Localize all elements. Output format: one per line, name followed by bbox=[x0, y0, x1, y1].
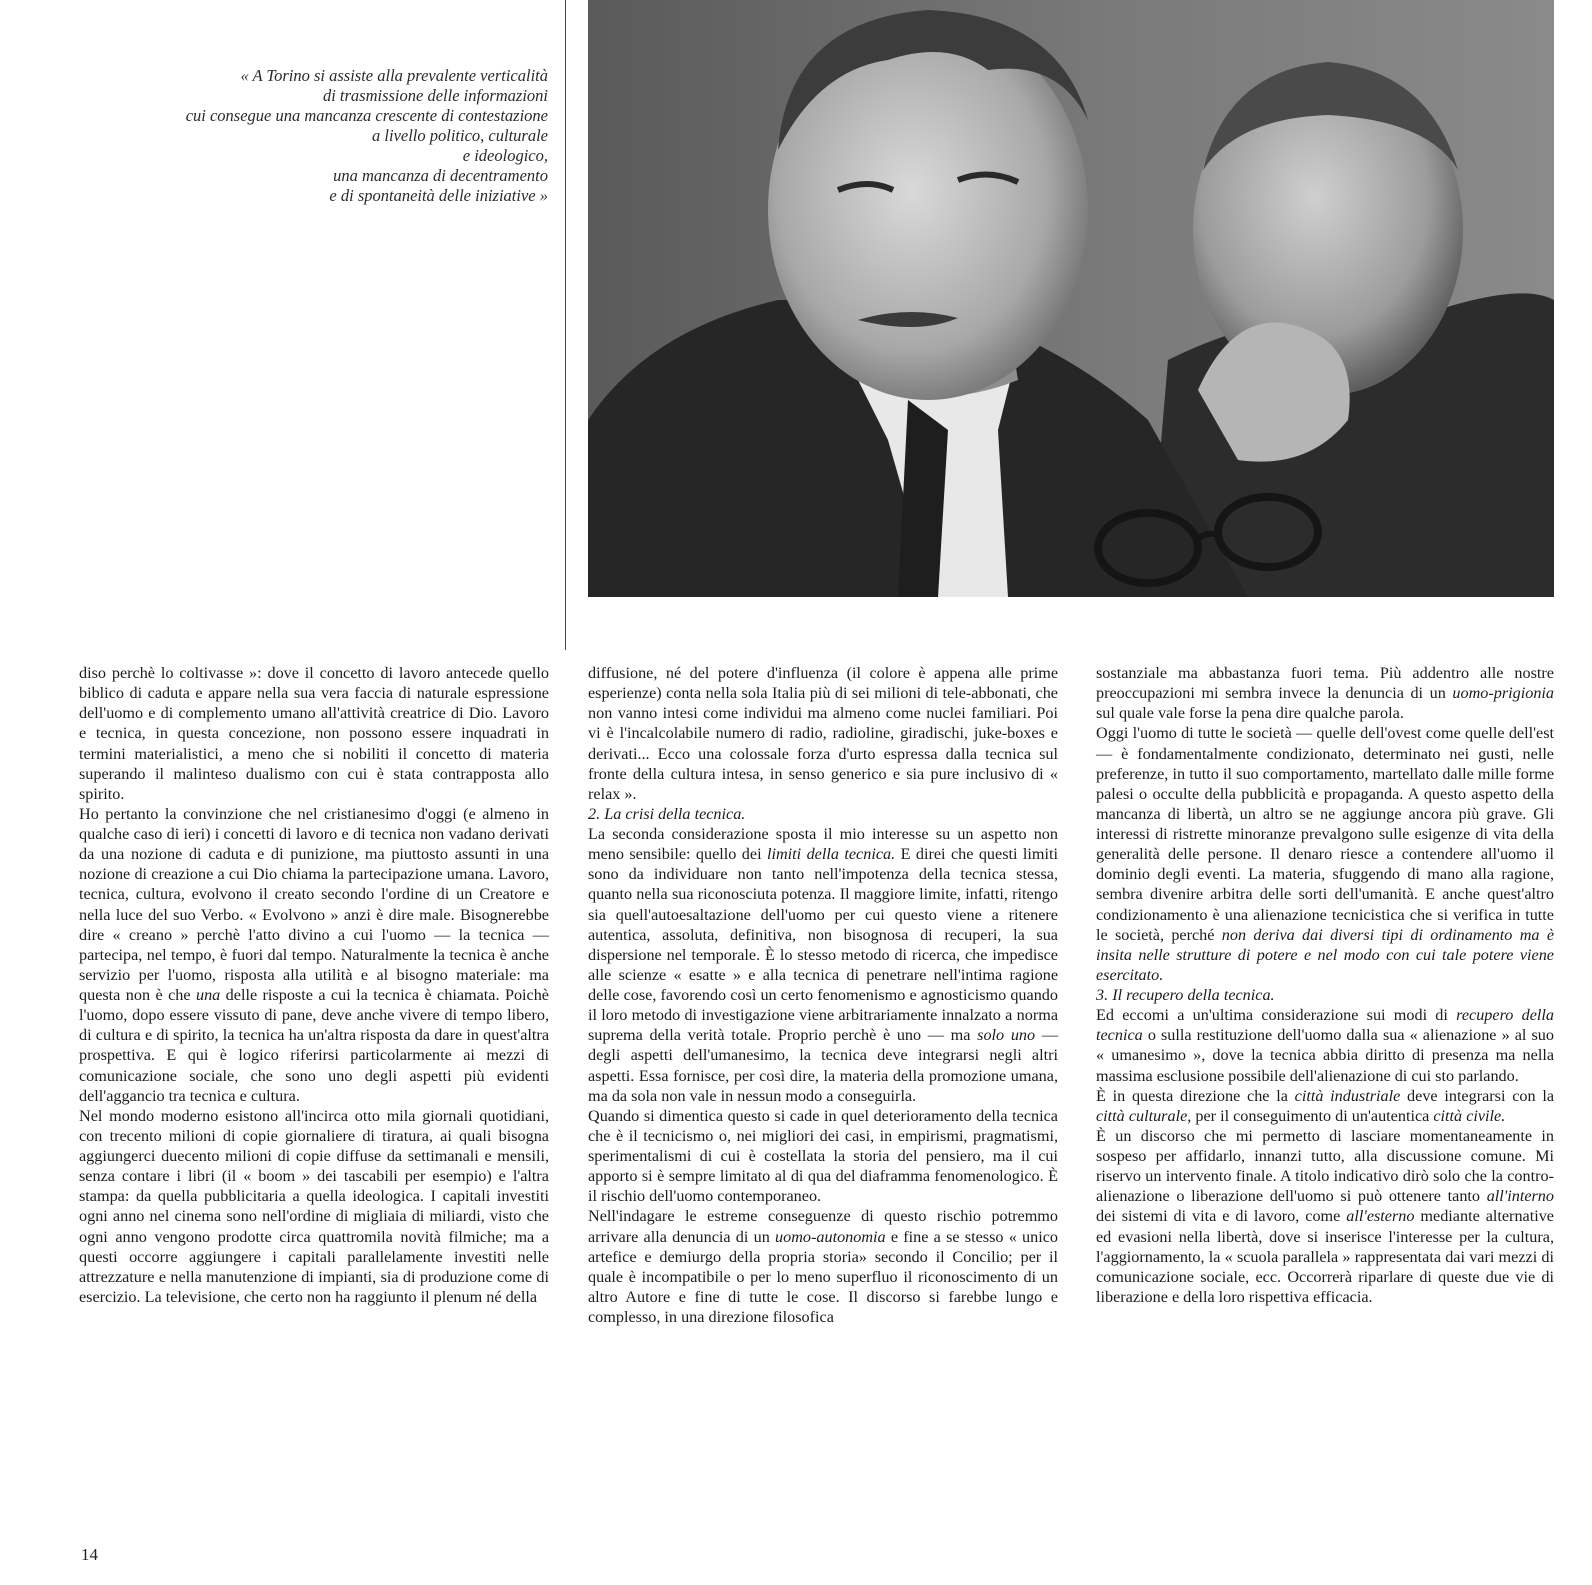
column-rule bbox=[565, 0, 566, 650]
pull-quote-line: e ideologico, bbox=[462, 146, 548, 165]
paragraph bbox=[1096, 663, 1554, 723]
text-run: E direi che questi limiti sono da individuare non tanto nell'impotenza della tecnica stessa, quanto nella sua riconosciuta potenza. Il maggiore limite, infatti, ritengo sia quell'autoesaltazione dell'uomo per cui questo viene a ritenere autentica, assoluta, definitiva, non bisognosa di recuperi, la sua dispersione nel temporale. È lo stesso metodo di ricerca, che impedisce alle scienze « esatte » e alla tecnica di penetrare nell'intima ragione delle cose, favorendo così un certo fenomenismo e agnosticismo quando il loro metodo di investigazione viene arbitrariamente innalzato a norma suprema della verità totale. Proprio perchè è uno — ma bbox=[588, 845, 1058, 1045]
text-column-1 bbox=[79, 663, 549, 1307]
emphasis: all'esterno bbox=[1346, 1207, 1415, 1226]
text-run: delle risposte a cui la tecnica è chiamata. Poichè l'uomo, dopo essere vissuto di pane, deve anche vivere di tempo libero, di cultura e di spirito, la tecnica ha un'altra risposta da dare in quest'altra prospettiva. E qui è logico riferirsi particolarmente ai mezzi di comunicazione sociale, che sono uno degli aspetti più evidenti dell'aggancio tra tecnica e cultura. bbox=[79, 986, 549, 1105]
text-run: Oggi l'uomo di tutte le società — quelle dell'ovest come quelle dell'est — è fondamentalmente condizionato, determinato nei gusti, nelle preferenze, in tutto il suo comportamento, martellato dalle mille forme palesi o occulte della pubblicità e propaganda. A questo aspetto della mancanza di libertà, un altro se ne aggiunge ancora più grave. Gli interessi di ristrette minoranze prevalgono sulle esigenze di vita della generalità delle persone. Il denaro riesce a contendere all'uomo il dominio degli eventi. La materia, sfuggendo di mano alla ragione, sembra divenire arbitra delle sorti dell'umanità. E anche quest'altro condizionamento è una alienazione tecnicistica che si verifica in tutte le società, perché bbox=[1096, 724, 1554, 944]
paragraph bbox=[1096, 723, 1554, 985]
paragraph: Nel mondo moderno esistono all'incirca otto mila giornali quotidiani, con trecento milioni di copie giornaliere di tiratura, ai quali bisogna aggiungerci duecento milioni di copie diffuse da settimanali e mensili, senza contare i libri (il « boom » dei tascabili per esempio) e l'altra stampa: da quella pubblicitaria a quella ideologica. I capitali investiti ogni anno nel cinema sono nell'ordine di migliaia di miliardi, visto che ogni anno vengono prodotte circa quattromila novità filmiche; ma a questi occorre aggiungere i capitali parallelamente investiti nelle attrezzature e nella manutenzione di impianti, sia di produzione come di esercizio. La televisione, che certo non ha raggiunto il plenum né della bbox=[79, 1106, 549, 1306]
emphasis: uomo-prigionia bbox=[1452, 684, 1554, 703]
paragraph bbox=[1096, 1086, 1554, 1126]
text-run: sostanziale ma abbastanza fuori tema. Più addentro alle nostre preoccupazioni mi sembra invece la denuncia di un bbox=[1096, 664, 1554, 703]
paragraph bbox=[588, 824, 1058, 1106]
pull-quote-line: e di spontaneità delle iniziative » bbox=[329, 186, 548, 205]
text-run: mediante alternative ed evasioni nella libertà, dove si inserisce l'interesse per la cultura, l'aggiornamento, la « scuola parallela » rappresentata dai vari mezzi di comunicazione sociale, ecc. Occorrerà riparlare di queste due vie di liberazione e della loro rispettiva efficacia. bbox=[1096, 1207, 1554, 1306]
emphasis: città industriale bbox=[1294, 1086, 1401, 1105]
emphasis: limiti della tecnica. bbox=[767, 845, 896, 864]
paragraph: Quando si dimentica questo si cade in quel deterioramento della tecnica che è il tecnicismo o, nei migliori dei casi, in empirismi, pragmatismi, sperimentalismi di cui è costellata la storia del pensiero, ma il cui apporto si è sempre limitato al di qua del diaframma fenomenologico. È il rischio dell'uomo contemporaneo. bbox=[588, 1106, 1058, 1206]
photo-illustration bbox=[588, 0, 1554, 597]
pull-quote-line: di trasmissione delle informazioni bbox=[322, 86, 548, 105]
paragraph bbox=[588, 1206, 1058, 1327]
text-run: deve integrarsi con la bbox=[1400, 1086, 1555, 1105]
emphasis: solo uno bbox=[977, 1026, 1036, 1045]
emphasis: recupero della tecnica bbox=[1096, 1006, 1554, 1045]
emphasis: una bbox=[195, 986, 221, 1004]
emphasis: uomo-autonomia bbox=[775, 1227, 886, 1246]
text-run: Nell'indagare le estreme conseguenze di questo rischio potremmo arrivare alla denuncia di un bbox=[588, 1207, 1058, 1246]
paragraph bbox=[1096, 1126, 1554, 1307]
text-run: È in questa direzione che la bbox=[1096, 1086, 1295, 1105]
paragraph: diffusione, né del potere d'influenza (il colore è appena alle prime esperienze) conta nella sola Italia più di sei milioni di tele-abbonati, che non vanno intesi come individui ma almeno come nuclei familiari. Poi vi è l'incalcolabile numero di radio, radioline, giradischi, juke-boxes e derivati... Ecco una colossale forza d'urto espressa dalla tecnica sul fronte della cultura intesa, in senso generico e sia pure inclusivo di « relax ». bbox=[588, 664, 1058, 803]
text-run: È un discorso che mi permetto di lasciare momentaneamente in sospeso per affidarlo, innanzi tutto, alla discussione comune. Mi riservo un intervento finale. A titolo indicativo dirò solo che la contro-alienazione o liberazione dell'uomo si può ottenere tanto bbox=[1096, 1126, 1554, 1206]
paragraph bbox=[79, 804, 549, 1106]
pull-quote-line: a livello politico, culturale bbox=[372, 126, 548, 145]
pull-quote-line: una mancanza di decentramento bbox=[333, 166, 548, 185]
emphasis: non deriva dai diversi tipi di ordinamento ma è insita nelle strutture di potere e nel modo con cui tale potere viene esercitato. bbox=[1096, 925, 1555, 984]
text-run: dei sistemi di vita e di lavoro, come bbox=[1096, 1207, 1347, 1226]
section-heading bbox=[588, 804, 1058, 824]
emphasis: città culturale bbox=[1096, 1106, 1188, 1125]
text-run: La seconda considerazione sposta il mio interesse su un aspetto non meno sensibile: quello dei bbox=[588, 825, 1058, 864]
paragraph bbox=[1096, 1005, 1554, 1086]
text-run: sul quale vale forse la pena dire qualche parola. bbox=[1096, 704, 1404, 723]
text-run: Ho pertanto la convinzione che nel cristianesimo d'oggi (e almeno in qualche caso di ieri) i concetti di lavoro e di tecnica non vadano derivati da una nozione di caduta e di punizione, ma piuttosto assunti in una nozione di creazione a cui Dio chiama la partecipazione umana. Lavoro, tecnica, cultura, evolvono il creato secondo l'ordine di un Creatore e nella luce del suo Verbo. « Evolvono » anzi è dire male. Bisognerebbe dire « creano » perchè l'atto divino a cui l'uomo — la tecnica — partecipa, nel tempo, è fuori dal tempo. Naturalmente la tecnica è anche servizio per l'uomo, risposta alla utilità e al bisogno materiale: ma questa non è che bbox=[79, 804, 549, 1004]
section-heading bbox=[1096, 985, 1554, 1005]
emphasis: all'interno bbox=[1486, 1187, 1554, 1206]
text-column-2 bbox=[588, 663, 1058, 1327]
pull-quote-line: cui consegue una mancanza crescente di contestazione bbox=[185, 106, 548, 125]
text-run: o sulla restituzione dell'uomo dalla sua « alienazione » al suo « umanesimo », dove la tecnica abbia diritto di presenza ma nella massima esclusione possibile dell'alienazione di cui sto parlando. bbox=[1096, 1026, 1554, 1085]
paragraph: diso perchè lo coltivasse »: dove il concetto di lavoro antecede quello biblico di caduta e appare nella sua vera faccia di naturale espressione dell'uomo e di complemento umano all'attività creatrice di Dio. Lavoro e tecnica, in questa concezione, non possono essere inquadrati in termini materialistici, a meno che si nobiliti il concetto di materia superando il malinteso dualismo con cui è stata contrapposta allo spirito. bbox=[79, 664, 549, 803]
text-run: — degli aspetti dell'umanesimo, la tecnica deve integrarsi negli altri aspetti. Essa fornisce, per così dire, la materia della promozione umana, ma da sola non vale in nessun modo a conseguirla. bbox=[588, 1026, 1058, 1105]
text-run: e fine a se stesso « unico artefice e demiurgo della propria storia» secondo il Concilio; per il quale è incompatibile o per lo meno superfluo il riconoscimento di un altro Autore e fine di tutte le cose. Il discorso si farebbe lungo e complesso, in una direzione filosofica bbox=[588, 1227, 1058, 1326]
text-run: Ed eccomi a un'ultima considerazione sui modi di bbox=[1096, 1006, 1457, 1025]
pull-quote bbox=[60, 66, 548, 206]
pull-quote-line: « A Torino si assiste alla prevalente verticalità bbox=[240, 66, 548, 85]
section-heading-text: 3. Il recupero della tecnica. bbox=[1096, 986, 1275, 1004]
text-column-3 bbox=[1096, 663, 1554, 1307]
photograph bbox=[588, 0, 1554, 597]
page-number: 14 bbox=[81, 1545, 98, 1564]
section-heading-text: 2. La crisi della tecnica. bbox=[588, 804, 746, 823]
emphasis: città civile. bbox=[1433, 1106, 1506, 1125]
text-run: , per il conseguimento di un'autentica bbox=[1187, 1106, 1434, 1125]
